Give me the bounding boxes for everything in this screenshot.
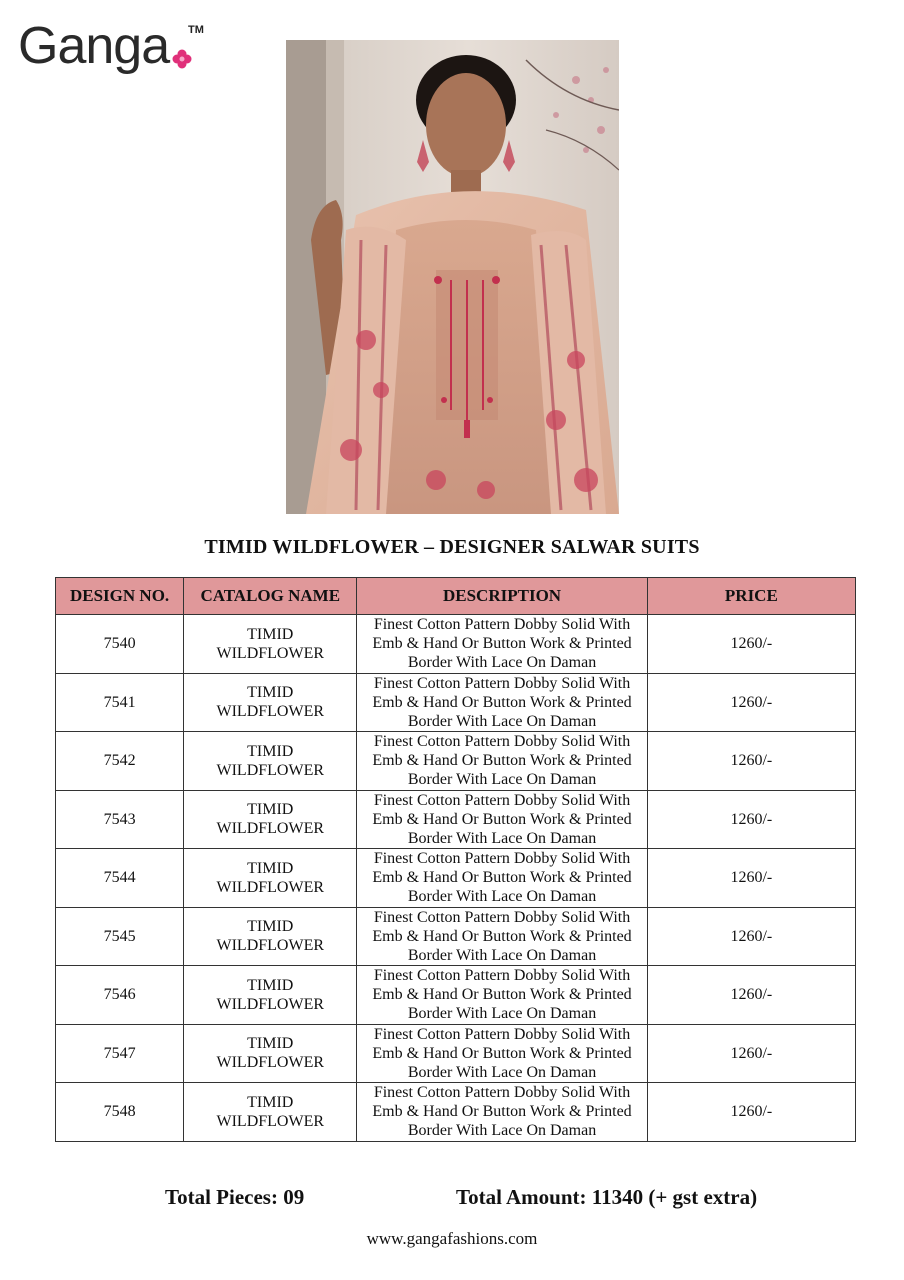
catalog-name-line2: WILDFLOWER [216,1054,325,1072]
description-cell: Finest Cotton Pattern Dobby Solid With Emb & Hand Or Button Work & Printed Border With Lace On Daman [357,849,647,908]
catalog-name-line2: WILDFLOWER [216,820,325,838]
catalog-name-line2: WILDFLOWER [216,878,325,896]
brand-logo-wordmark: Ganga [18,17,170,75]
design-no-cell: 7543 [56,790,184,849]
catalog-name-line1: TIMID [247,625,294,643]
model-illustration [286,40,619,514]
description-cell: Finest Cotton Pattern Dobby Solid With Emb & Hand Or Button Work & Printed Border With Lace On Daman [357,673,647,732]
catalog-name-cell [184,615,357,674]
catalog-table [55,577,856,1142]
flower-icon [171,48,193,70]
trademark-symbol: TM [188,24,204,36]
catalog-name-cell [184,673,357,732]
design-no-cell: 7544 [56,849,184,908]
table-row [56,1083,856,1142]
design-no-cell: 7540 [56,615,184,674]
catalog-name-line2: WILDFLOWER [216,644,325,662]
page-title: TIMID WILDFLOWER – DESIGNER SALWAR SUITS [204,536,700,558]
catalog-name-line1: TIMID [247,859,294,877]
catalog-name-line2: WILDFLOWER [216,995,325,1013]
column-header-price: PRICE [647,578,855,615]
brand-logo [18,17,204,93]
design-no-cell: 7542 [56,732,184,791]
column-header-design-no: DESIGN NO. [56,578,184,615]
description-cell: Finest Cotton Pattern Dobby Solid With Emb & Hand Or Button Work & Printed Border With Lace On Daman [357,732,647,791]
catalog-name-line1: TIMID [247,1035,294,1053]
price-cell: 1260/- [647,615,855,674]
price-cell: 1260/- [647,790,855,849]
total-amount: Total Amount: 11340 (+ gst extra) [456,1185,758,1209]
design-no-cell: 7547 [56,1024,184,1083]
price-cell: 1260/- [647,966,855,1025]
catalog-name-line1: TIMID [247,918,294,936]
catalog-name-cell [184,907,357,966]
design-no-cell: 7548 [56,1083,184,1142]
website-url[interactable]: www.gangafashions.com [366,1229,538,1248]
price-cell: 1260/- [647,849,855,908]
catalog-name-cell [184,732,357,791]
column-header-catalog-name: CATALOG NAME [184,578,357,615]
catalog-name-line1: TIMID [247,684,294,702]
table-row [56,732,856,791]
table-row [56,673,856,732]
description-cell: Finest Cotton Pattern Dobby Solid With Emb & Hand Or Button Work & Printed Border With Lace On Daman [357,966,647,1025]
description-cell: Finest Cotton Pattern Dobby Solid With Emb & Hand Or Button Work & Printed Border With Lace On Daman [357,615,647,674]
description-cell: Finest Cotton Pattern Dobby Solid With Emb & Hand Or Button Work & Printed Border With Lace On Daman [357,1024,647,1083]
price-cell: 1260/- [647,1083,855,1142]
catalog-name-line2: WILDFLOWER [216,1112,325,1130]
table-header-row [56,578,856,615]
catalog-name-cell [184,790,357,849]
table-row [56,966,856,1025]
column-header-description: DESCRIPTION [357,578,647,615]
price-cell: 1260/- [647,907,855,966]
catalog-name-line1: TIMID [247,1093,294,1111]
table-row [56,849,856,908]
price-cell: 1260/- [647,1024,855,1083]
catalog-name-line2: WILDFLOWER [216,703,325,721]
description-cell: Finest Cotton Pattern Dobby Solid With Emb & Hand Or Button Work & Printed Border With Lace On Daman [357,1083,647,1142]
catalog-name-cell [184,849,357,908]
catalog-name-cell [184,1083,357,1142]
product-photo [286,40,619,514]
total-pieces: Total Pieces: 09 [165,1185,305,1209]
table-row [56,907,856,966]
description-cell: Finest Cotton Pattern Dobby Solid With Emb & Hand Or Button Work & Printed Border With Lace On Daman [357,790,647,849]
catalog-name-cell [184,1024,357,1083]
design-no-cell: 7546 [56,966,184,1025]
table-row [56,1024,856,1083]
table-row [56,790,856,849]
catalog-name-line2: WILDFLOWER [216,761,325,779]
table-row [56,615,856,674]
catalog-name-line1: TIMID [247,976,294,994]
catalog-name-line1: TIMID [247,801,294,819]
catalog-name-line1: TIMID [247,742,294,760]
design-no-cell: 7541 [56,673,184,732]
price-cell: 1260/- [647,673,855,732]
catalog-name-cell [184,966,357,1025]
price-cell: 1260/- [647,732,855,791]
catalog-name-line2: WILDFLOWER [216,937,325,955]
design-no-cell: 7545 [56,907,184,966]
description-cell: Finest Cotton Pattern Dobby Solid With Emb & Hand Or Button Work & Printed Border With Lace On Daman [357,907,647,966]
